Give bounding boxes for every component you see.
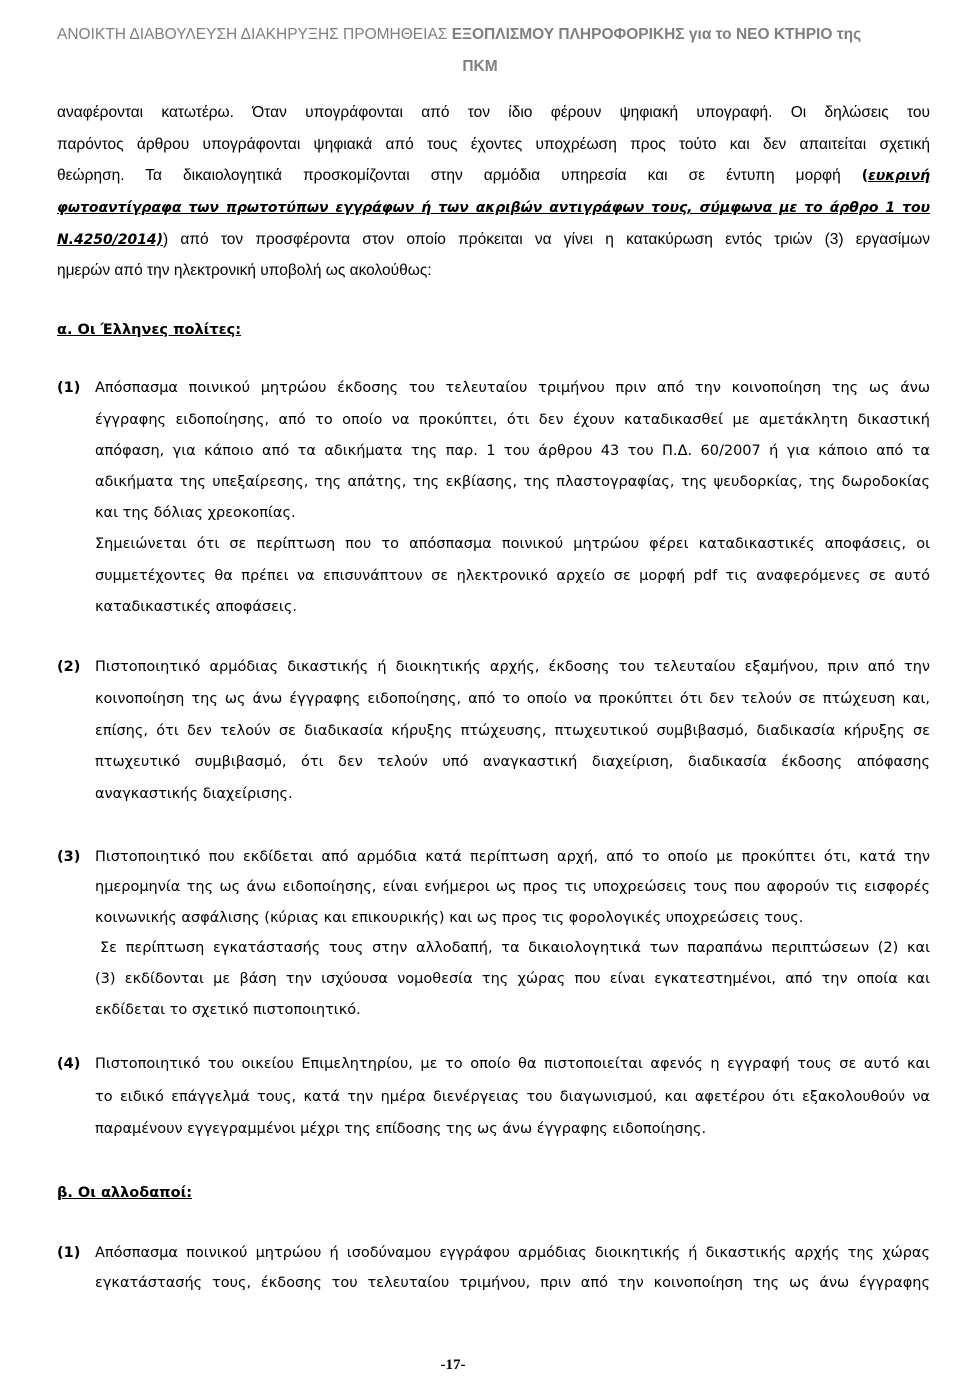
text-run: ) από τον προσφέροντα στον οποίο πρόκειται να γίνει η κατακύρωση εντός τριών (3) εργασίμων (163, 230, 930, 248)
section-heading-foreigners: β. Οι αλλοδαποί: (57, 1185, 193, 1201)
text-line: επίσης, ότι δεν τελούν σε διαδικασία κήρυξης πτώχευσης, πτωχευτικού συμβιβασμό, διαδικασία κήρυξης σε (95, 722, 930, 739)
text-line: έγγραφης ειδοποίησης, από το οποίο να προκύπτει, ότι δεν έχουν καταδικασθεί με αμετάκλητη δικαστική (95, 411, 930, 428)
text-line: αναγκαστικής διαχείρισης. (95, 786, 293, 803)
note-line: συμμετέχοντες θα πρέπει να επισυνάπτουν σε ηλεκτρονικό αρχείο σε μορφή pdf τις αναφερόμενες σε αυτό (95, 567, 930, 584)
page-number: -17- (440, 1357, 466, 1373)
document-header (57, 24, 957, 46)
section-heading-greek-citizens: α. Οι Έλληνες πολίτες: (57, 322, 242, 338)
text-line (57, 224, 930, 256)
text-line: Πιστοποιητικό αρμόδιας δικαστικής ή διοικητικής αρχής, έκδοσης του τελευταίου εξαμήνου, πριν από την (95, 659, 930, 675)
text-run-bold: ( (861, 168, 869, 185)
text-line: Απόσπασμα ποινικού μητρώου έκδοσης του τελευταίου τριμήνου πριν από την κοινοποίηση της ως άνω (95, 380, 930, 397)
text-line: αδικήματα της υπεξαίρεσης, της απάτης, της εκβίασης, της πλαστογραφίας, της ψευδορκίας, της δωροδοκίας (95, 473, 930, 490)
text-line: Πιστοποιητικό που εκδίδεται από αρμόδια κατά περίπτωση αρχή, από το οποίο με προκύπτει ότι, κατά την (95, 848, 930, 865)
list-item (57, 373, 930, 623)
header-title: ΑΝΟΙΚΤΗ ΔΙΑΒΟΥΛΕΥΣΗ ΔΙΑΚΗΡΥΞΗΣ ΠΡΟΜΗΘΕΙΑΣ (57, 26, 448, 43)
text-line (57, 192, 930, 224)
text-line: το ειδικό επάγγελμά τους, κατά την ημέρα διενέργειας του διαγωνισμού, και αφετέρου ότι εξακολουθούν να (95, 1088, 930, 1105)
text-line: ημερομηνία της ως άνω ειδοποίησης, είναι ενήμεροι ως προς τις υποχρεώσεις τους που αφορούν τις εισφορές (95, 879, 930, 896)
text-run-emphasis: Ν.4250/2014) (57, 231, 164, 248)
list-item (57, 652, 930, 811)
note-line: Σημειώνεται ότι σε περίπτωση που το απόσπασμα ποινικού μητρώου φέρει καταδικαστικές αποφάσεις, οι (95, 536, 930, 553)
header-subtitle: ΠΚΜ (462, 58, 498, 75)
item-number: (1) (57, 380, 81, 397)
text-run: θεώρηση. Τα δικαιολογητικά προσκομίζονται στην αρμόδια υπηρεσία και σε έντυπη μορφή (57, 167, 841, 185)
text-line: αναφέρονται κατωτέρω. Όταν υπογράφονται από τον ίδιο φέρουν ψηφιακή υπογραφή. Οι δηλώσεις του (57, 104, 930, 122)
text-run-emphasis: φωτοαντίγραφα των πρωτοτύπων εγγράφων ή των ακριβών αντιγράφων τους, σύμφωνα με το άρθρο 1 του (57, 199, 930, 216)
text-line: Απόσπασμα ποινικού μητρώου ή ισοδύναμου εγγράφου αρμόδιας διοικητικής ή δικαστικής αρχής της χώρας (95, 1245, 930, 1261)
text-line: και της δόλιας χρεοκοπίας. (95, 505, 296, 522)
note-line: εκδίδεται το σχετικό πιστοποιητικό. (95, 1001, 361, 1018)
text-line: πτωχευτικό συμβιβασμό, ότι δεν τελούν υπό αναγκαστική διαχείριση, διαδικασία έκδοσης απόφασης (95, 754, 930, 771)
text-line (57, 160, 930, 192)
text-line: ημερών από την ηλεκτρονική υποβολή ως ακολούθως: (57, 262, 432, 280)
list-item (57, 842, 930, 1026)
text-line: απόφαση, για κάποιο από τα αδικήματα της παρ. 1 του άρθρου 43 του Π.Δ. 60/2007 ή για κάποιο από τα (95, 442, 930, 459)
item-number: (4) (57, 1056, 81, 1072)
header-title-bold: ΕΞΟΠΛΙΣΜΟΥ ΠΛΗΡΟΦΟΡΙΚΗΣ για το ΝΕΟ ΚΤΗΡΙΟ της (451, 26, 862, 43)
text-line: παρόντος άρθρου υπογράφονται ψηφιακά από τους έχοντες υποχρέωση προς τούτο και δεν απαιτείται σχετική (57, 135, 930, 153)
intro-paragraph (57, 97, 930, 287)
list-item (57, 1238, 930, 1298)
note-line: Σε περίπτωση εγκατάστασής τους στην αλλοδαπή, τα δικαιολογητικά των παραπάνω περιπτώσεων (2) και (100, 940, 930, 957)
text-line: Πιστοποιητικό του οικείου Επιμελητηρίου, με το οποίο θα πιστοποιείται αφενός η εγγραφή τους σε αυτό και (95, 1056, 930, 1072)
note-line: (3) εκδίδονται με βάση την ισχύουσα νομοθεσία της χώρας που είναι εγκατεστημένοι, από την οποία και (95, 971, 930, 988)
text-run-emphasis: ευκρινή (868, 168, 930, 185)
note-line: καταδικαστικές αποφάσεις. (95, 598, 297, 615)
text-line: κοινωνικής ασφάλισης (κύριας και επικουρικής) και ως προς τις φορολογικές υποχρεώσεις τους. (95, 909, 804, 926)
item-number: (1) (57, 1245, 81, 1261)
text-line: κοινοποίηση της ως άνω έγγραφης ειδοποίησης, από το οποίο να προκύπτει ότι δεν τελούν σε πτώχευση και, (95, 690, 930, 707)
list-item (57, 1048, 930, 1146)
item-number: (2) (57, 659, 81, 675)
text-line: παραμένουν εγγεγραμμένοι μέχρι της επίδοσης της ως άνω έγγραφης ειδοποίησης. (95, 1121, 707, 1137)
item-number: (3) (57, 848, 81, 865)
text-line: εγκατάστασής τους, έκδοσης του τελευταίου τριμήνου, πριν από την κοινοποίηση της ως άνω έγγραφης (95, 1275, 930, 1291)
